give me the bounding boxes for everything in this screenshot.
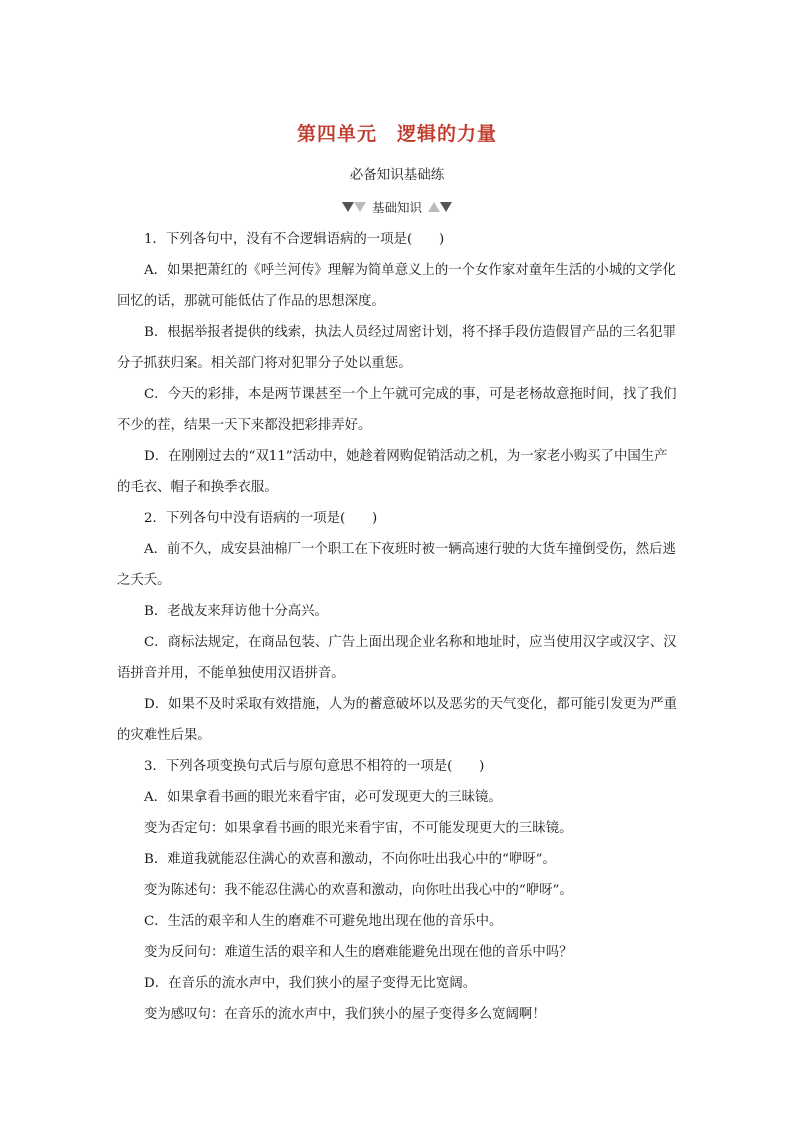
section-label: 基础知识 bbox=[371, 200, 422, 215]
questions-body bbox=[117, 224, 679, 1030]
triangle-down-light-icon bbox=[354, 202, 366, 212]
question-1-option-a: A．如果把萧红的《呼兰河传》理解为简单意义上的一个女作家对童年生活的小城的文学化回忆的话，那就可能低估了作品的思想深度。 bbox=[117, 263, 676, 309]
question-3-option-b: B．难道我就能忍住满心的欢喜和激动，不向你吐出我心中的“咿呀”。 bbox=[144, 852, 556, 867]
question-2-option-b: B．老战友来拜访他十分高兴。 bbox=[144, 604, 328, 619]
question-2-option-a: A．前不久，成安县油棉厂一个职工在下夜班时被一辆高速行驶的大货车撞倒受伤，然后逃之夭夭。 bbox=[117, 542, 676, 588]
question-2-stem: 2．下列各句中没有语病的一项是( ) bbox=[144, 511, 378, 526]
question-3-option-a: A．如果拿看书画的眼光来看宇宙，必可发现更大的三昧镜。 bbox=[144, 790, 502, 805]
question-1-option-d: D．在刚刚过去的“双11”活动中，她趁着网购促销活动之机，为一家老小购买了中国生产的毛衣、帽子和换季衣服。 bbox=[117, 449, 668, 495]
page-title: 第四单元 逻辑的力量 bbox=[296, 123, 497, 145]
question-3-option-d: D．在音乐的流水声中，我们狭小的屋子变得无比宽阔。 bbox=[144, 976, 477, 991]
question-3-option-b-change: 变为陈述句：我不能忍住满心的欢喜和激动，向你吐出我心中的“咿呀”。 bbox=[144, 883, 573, 898]
question-3-option-a-change: 变为否定句：如果拿看书画的眼光来看宇宙，不可能发现更大的三昧镜。 bbox=[144, 821, 573, 836]
question-1-option-b: B．根据举报者提供的线索，执法人员经过周密计划，将不择手段仿造假冒产品的三名犯罪分子抓获归案。相关部门将对犯罪分子处以重惩。 bbox=[117, 325, 677, 371]
question-3-stem: 3．下列各项变换句式后与原句意思不相符的一项是( ) bbox=[144, 759, 485, 774]
question-1-stem: 1．下列各句中，没有不合逻辑语病的一项是( ) bbox=[144, 232, 445, 247]
question-2-option-c: C．商标法规定，在商品包装、广告上面出现企业名称和地址时，应当使用汉字或汉字、汉语拼音并用，不能单独使用汉语拼音。 bbox=[117, 635, 677, 681]
question-3-option-c-change: 变为反问句：难道生活的艰辛和人生的磨难能避免出现在他的音乐中吗？ bbox=[144, 945, 573, 960]
triangle-up-light-icon bbox=[428, 202, 440, 212]
page-subtitle: 必备知识基础练 bbox=[349, 167, 445, 183]
question-2-option-d: D．如果不及时采取有效措施，人为的蓄意破坏以及恶劣的天气变化，都可能引发更为严重的灾难性后果。 bbox=[117, 697, 677, 743]
section-heading bbox=[0, 198, 794, 216]
triangle-down-icon bbox=[440, 202, 452, 212]
question-1-option-c: C．今天的彩排，本是两节课甚至一个上午就可完成的事，可是老杨故意拖时间，找了我们不少的茬，结果一天下来都没把彩排弄好。 bbox=[117, 387, 677, 433]
question-3-option-d-change: 变为感叹句：在音乐的流水声中，我们狭小的屋子变得多么宽阔啊！ bbox=[144, 1007, 546, 1022]
triangle-down-icon bbox=[342, 202, 354, 212]
question-3-option-c: C．生活的艰辛和人生的磨难不可避免地出现在他的音乐中。 bbox=[144, 914, 503, 929]
